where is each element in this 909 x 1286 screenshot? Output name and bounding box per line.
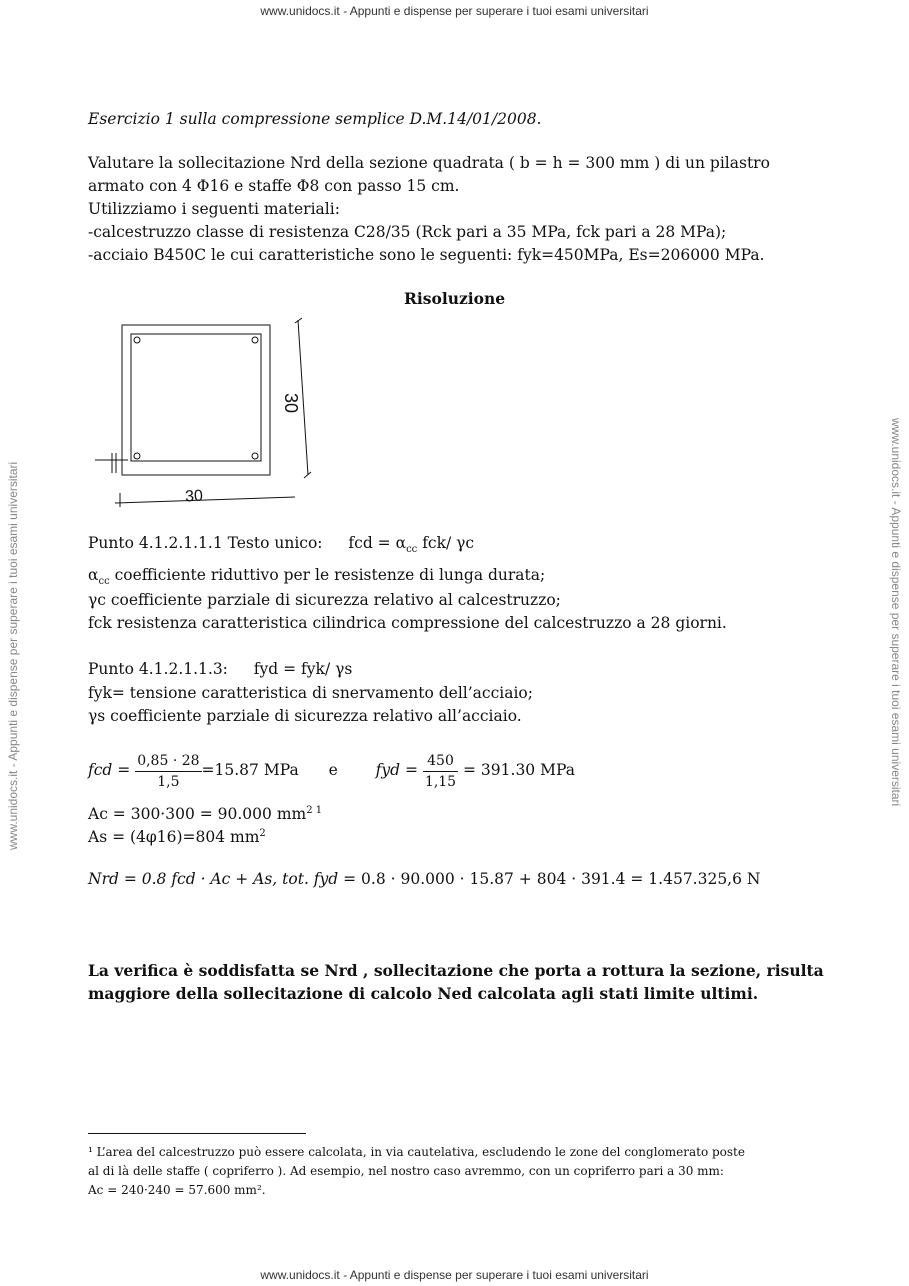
footnote-line-1: ¹ L’area del calcestruzzo può essere calcolata, in via cautelativa, escludendo le zone del conglomerato poste <box>88 1145 745 1159</box>
footnote-line-2: al di là delle staffe ( copriferro ). Ad esempio, nel nostro caso avremmo, con un copriferro pari a 30 mm: <box>88 1164 724 1178</box>
def-1-fck: fck resistenza caratteristica cilindrica compressione del calcestruzzo a 28 giorni. <box>88 614 727 632</box>
fyd-fraction: $\frac{450}{1,15}$ <box>424 752 457 790</box>
punto-1-line <box>88 532 474 561</box>
nrd-line: Nrd = 0.8 fcd · Ac + As, tot. fyd = 0.8 · 90.000 · 15.87 + 804 · 391.4 = 1.457.325,6 N <box>88 870 761 888</box>
fcd-result: =15.87 MPa <box>201 761 299 779</box>
intro-line-3: Utilizziamo i seguenti materiali: <box>88 200 340 218</box>
punto-2-label: Punto 4.1.2.1.1.3: <box>88 660 228 678</box>
punto-2-formula: fyd = fyk/ γs <box>253 660 353 678</box>
as-line: As = (4φ16)=804 $mm^2$ <box>88 828 266 847</box>
exercise-title: Esercizio 1 sulla compressione semplice D.M.14/01/2008. <box>88 110 542 128</box>
def-2-gammas: γs coefficiente parziale di sicurezza relativo all’acciaio. <box>88 707 522 725</box>
fcd-fyd-calc <box>88 748 575 792</box>
def-2-fyk: fyk= tensione caratteristica di snervamento dell’acciaio; <box>88 684 533 702</box>
fyd-result: = 391.30 MPa <box>463 761 575 779</box>
def-1-alpha: $\alpha_{cc}$ coefficiente riduttivo per le resistenze di lunga durata; <box>88 566 546 588</box>
conclusion-line-1: La verifica è soddisfatta se Nrd , sollecitazione che porta a rottura la sezione, risulta <box>88 961 824 980</box>
stirrup-rect <box>131 334 261 461</box>
watermark-top: www.unidocs.it - Appunti e dispense per superare i tuoi esami universitari <box>260 4 649 18</box>
dim-label-right: 30 <box>281 393 301 414</box>
conclusion-line-2: maggiore della sollecitazione di calcolo Ned calcolata agli stati limite ultimi. <box>88 984 759 1003</box>
rebar-top-right <box>252 337 258 343</box>
dim-label-bottom: 30 <box>184 487 204 506</box>
watermark-left: www.unidocs.it - Appunti e dispense per superare i tuoi esami universitari <box>6 461 20 850</box>
section-heading: Risoluzione <box>404 289 506 308</box>
conj-e: e <box>328 761 338 779</box>
dim-line-bottom <box>115 497 295 503</box>
rebar-bottom-left <box>134 453 140 459</box>
rebar-top-left <box>134 337 140 343</box>
intro-line-5: -acciaio B450C le cui caratteristiche sono le seguenti: fyk=450MPa, Es=206000 MPa. <box>88 246 765 264</box>
fyd-lhs: fyd = <box>375 761 418 779</box>
punto-2-line <box>88 658 352 680</box>
intro-line-1: Valutare la sollecitazione Nrd della sezione quadrata ( b = h = 300 mm ) di un pilastro <box>88 154 770 172</box>
section-figure <box>90 315 320 515</box>
rebar-bottom-right <box>252 453 258 459</box>
punto-1-formula: fcd = $\alpha_{cc}$ fck/ γc <box>348 534 475 556</box>
fcd-lhs: fcd = <box>88 761 131 779</box>
punto-1-label: Punto 4.1.2.1.1.1 Testo unico: <box>88 534 323 552</box>
fcd-fraction: $\frac{0,85 \cdot 28}{1,5}$ <box>137 752 200 790</box>
footnote-rule <box>88 1133 306 1134</box>
footnote-line-3: Ac = 240·240 = 57.600 mm². <box>88 1183 266 1197</box>
def-1-gammac: γc coefficiente parziale di sicurezza relativo al calcestruzzo; <box>88 591 561 609</box>
intro-line-4: -calcestruzzo classe di resistenza C28/35 (Rck pari a 35 MPa, fck pari a 28 MPa); <box>88 223 727 241</box>
ac-line: Ac = 300·300 = 90.000 $mm^{2 1}$ <box>88 805 323 824</box>
outer-section-rect <box>122 325 270 475</box>
intro-line-2: armato con 4 Φ16 e staffe Φ8 con passo 15 cm. <box>88 177 460 195</box>
watermark-bottom: www.unidocs.it - Appunti e dispense per superare i tuoi esami universitari <box>260 1268 649 1282</box>
watermark-right: www.unidocs.it - Appunti e dispense per superare i tuoi esami universitari <box>889 418 903 807</box>
